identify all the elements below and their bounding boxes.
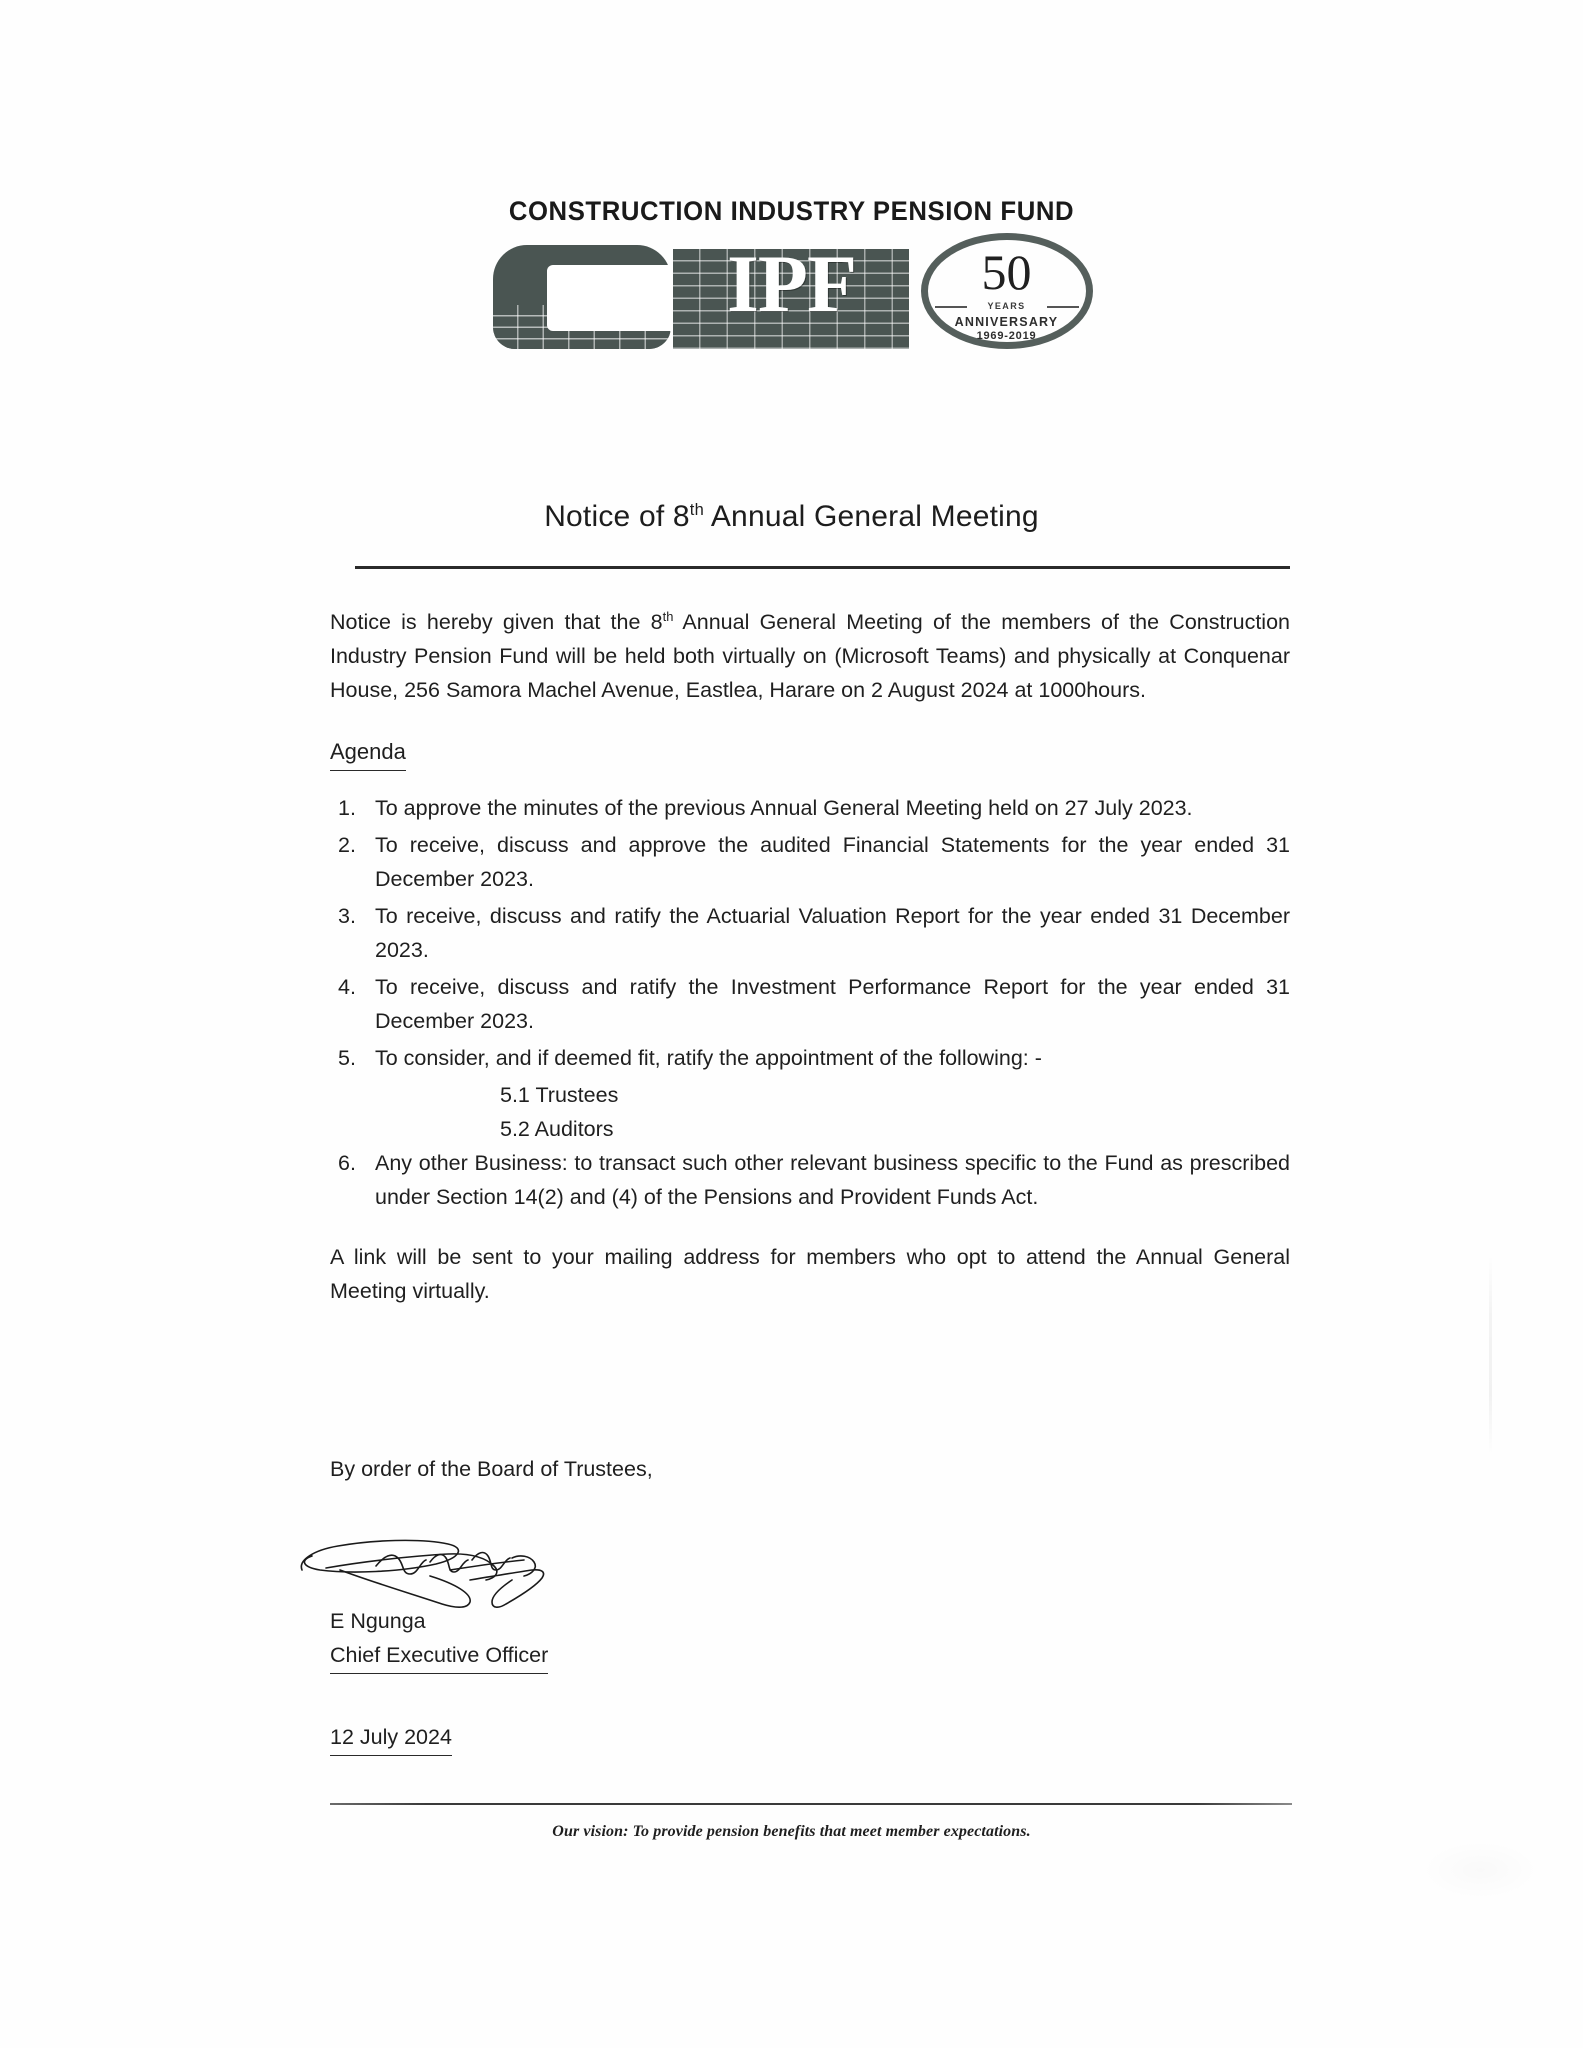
intro-part-2: Annual General Meeting of the members of the Construction Industry Pension Fund will be held both virtually on (Microsoft Teams) and physically at Conquenar House, 256 Samora Machel Avenue, Eastlea, Harare on 2 August 2024 at 1000hours. <box>330 610 1290 703</box>
agenda-item: To approve the minutes of the previous Annual General Meeting held on 27 July 2023. <box>375 796 1193 821</box>
agenda-item: To receive, discuss and approve the audited Financial Statements for the year ended 31 December 2023. <box>375 833 1290 892</box>
agenda-subitem: 5.1 Trustees <box>500 1083 619 1108</box>
document-title-prefix: Notice of 8 <box>544 500 690 533</box>
logo-letters-ipf: IPF <box>726 238 857 329</box>
letterhead <box>0 196 1583 349</box>
organization-name: CONSTRUCTION INDUSTRY PENSION FUND <box>508 196 1075 226</box>
signature-date: 12 July 2024 <box>330 1720 452 1756</box>
footer-divider <box>330 1803 1292 1805</box>
cipf-logo-mark <box>491 239 909 349</box>
document-body <box>330 600 1290 1336</box>
title-divider <box>355 566 1290 569</box>
badge-anniversary-label: ANNIVERSARY <box>954 315 1059 329</box>
footer-vision-statement: Our vision: To provide pension benefits that meet member expectations. <box>552 1823 1031 1840</box>
logo-letter-c-counter <box>547 265 687 331</box>
agenda-item: To consider, and if deemed fit, ratify the appointment of the following: - <box>375 1046 1042 1071</box>
badge-date-range: 1969-2019 <box>976 330 1037 342</box>
agenda-heading: Agenda <box>330 735 406 771</box>
badge-number: 50 <box>981 244 1032 300</box>
intro-paragraph <box>330 600 1290 707</box>
signatory-name: E Ngunga <box>330 1609 426 1633</box>
signature-image <box>280 1508 620 1618</box>
document-title-ordinal: th <box>689 501 704 519</box>
closing-paragraph: A link will be sent to your mailing address for members who opt to attend the Annual General Meeting virtually. <box>330 1245 1290 1304</box>
agenda-heading-wrap <box>330 735 1290 791</box>
scan-artifact <box>1489 1255 1492 1455</box>
intro-ordinal: th <box>662 609 674 624</box>
signature-block <box>330 1452 1290 1749</box>
signatory-role: Chief Executive Officer <box>330 1638 548 1674</box>
agenda-item: To receive, discuss and ratify the Investment Performance Report for the year ended 31 December 2023. <box>375 975 1290 1034</box>
agenda-item: To receive, discuss and ratify the Actuarial Valuation Report for the year ended 31 December 2023. <box>375 904 1290 963</box>
anniversary-badge <box>921 233 1093 349</box>
agenda-item: Any other Business: to transact such other relevant business specific to the Fund as prescribed under Section 14(2) and (4) of the Pensions and Provident Funds Act. <box>375 1151 1290 1210</box>
agenda-list <box>330 791 1290 1214</box>
badge-years-label: YEARS <box>987 301 1026 311</box>
agenda-subitem: 5.2 Auditors <box>500 1117 614 1142</box>
scan-artifact-secondary <box>1420 1840 1540 1900</box>
intro-part-1: Notice is hereby given that the 8 <box>330 610 663 635</box>
logo-row <box>0 233 1583 349</box>
agenda-subitem-list <box>330 1078 1290 1146</box>
document-title-rest: Annual General Meeting <box>703 500 1039 533</box>
document-title <box>0 500 1583 534</box>
signature-intro: By order of the Board of Trustees, <box>330 1457 653 1481</box>
